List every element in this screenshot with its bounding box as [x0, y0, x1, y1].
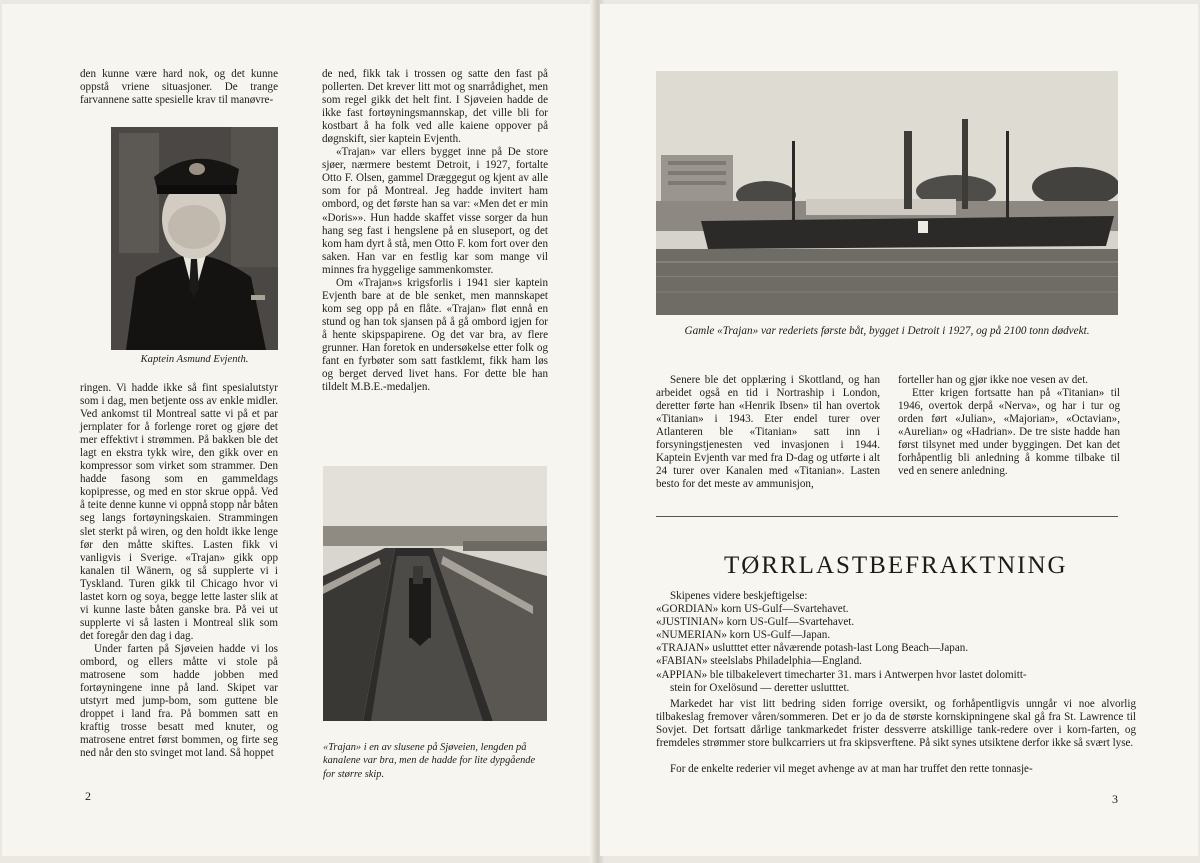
section-heading: TØRRLASTBEFRAKTNING: [724, 552, 1068, 579]
left-col2: [322, 68, 548, 394]
list-item-continued: stein for Oxelösund — deretter uslutttet.: [670, 681, 850, 694]
portrait-caption: Kaptein Asmund Evjenth.: [140, 354, 249, 365]
right-col2: [898, 374, 1120, 478]
canal-lock-image: [323, 466, 547, 721]
list-item: «FABIAN» steelslabs Philadelphia—England.: [656, 655, 862, 668]
ship-photo: [656, 71, 1118, 315]
right-col1: [656, 374, 880, 491]
list-intro: Skipenes videre beskjeftigelse:: [670, 590, 808, 602]
left-col1-paragraph: Under farten på Sjøveien hadde vi los ombord, og ellers måtte vi stole på matrosene som hadde jobben med fortøyningene inne på land. Skipet var utstyrt med jump-bom, som guttene ble droppet i land fra. På bommen satt en kraftig trosse besatt med knuter, og matrosene entret først bommen, og firte seg ned når den sto svinget mot land. Så hoppet: [80, 642, 278, 760]
left-col1-paragraph: ringen. Vi hadde ikke så fint spesialutstyr som i dag, men betjente oss av enkle midler. Ved ankomst til Montreal satte vi på et par jernplater for å forlenge roret og gjøre det mer effektivt i strømmen. På bakken ble det lagt en ekstra tykk wire, den gikk over en kompressor som virket som strammer. Den hadde fasong som en gammeldags kopipresse, og med en stor skrue oppå. Ved å teite denne kunne vi oppnå stopp når båten seg langs fortøyningskaien. Strammingen slet sterkt på wiren, og den holdt ikke lenge før den måtte skiftes. Lasten fikk vi vanligvis i Sverige. «Trajan» gikk opp kanalen til Wänern, og så supplerte vi i Tyskland. Turen gikk til Chicago hvor vi lastet korn og soya, begge lette laster slik at vi kunne laste båten ganske bra. På vei ut supplerte vi så lasten i Montreal slik som det foregår den dag i dag.: [80, 382, 278, 642]
left-col2-paragraph: de ned, fikk tak i trossen og satte den fast på pollerten. Det krever litt mot og snarrådighet, men som regel gikk det helt fint. I Sjøveien hadde de ikke fast fortøyningsmannskap, det ville bli for kostbart å ha folk ved alle kaiene oppover på døgnskift, sier kaptein Evjenth.: [322, 68, 548, 146]
list-item: «NUMERIAN» korn US-Gulf—Japan.: [656, 629, 831, 642]
right-page: [600, 4, 1198, 856]
canal-caption: «Trajan» i en av slusene på Sjøveien, lengden på kanalene var bra, men de hadde for lite dypgående for større skip.: [323, 742, 536, 780]
list-item: «GORDIAN» korn US-Gulf—Svartehavet.: [656, 603, 849, 616]
ship-caption: Gamle «Trajan» var rederiets første båt, bygget i Detroit i 1927, og på 2100 tonn dødvekt.: [684, 325, 1090, 337]
right-col2-paragraph: Etter krigen fortsatte han på «Titanian» til 1946, overtok derpå «Nerva», og har i tur og orden ført «Julian», «Majorian», «Octavian», «Aurelian» og «Hadrian». De tre siste hadde han først tilsynet med under byggingen. Det kan det forhåpentlig bli anledning å komme tilbake til ved en senere anledning.: [898, 387, 1120, 478]
left-col1-top-text: den kunne være hard nok, og det kunne oppstå vriene situasjoner. De trange farvannene satte spesielle krav til manøvre-: [80, 68, 278, 107]
left-col2-paragraph: Om «Trajan»s krigsforlis i 1941 sier kaptein Evjenth bare at de ble senket, men mannskapet kom seg opp på en flåte. «Trajan» fløt ennå en stund og han tok sjansen på å gå ombord igjen for å hente skipspapirene. Og det var bra, av flere grunner. Han foretok en undersøkelse etter folk og fant en fyrbøter som satt fastklemt, fikk ham løs og berget derved livet hans. For dette ble han tildelt M.B.E.-medaljen.: [322, 276, 548, 394]
captain-portrait-image: [111, 127, 278, 350]
captain-portrait-photo: [111, 127, 278, 350]
list-item: «APPIAN» ble tilbakelevert timecharter 31. mars i Antwerpen hvor lastet dolomitt-: [656, 668, 1027, 681]
ship-image: [656, 71, 1118, 315]
left-col1-bottom: [80, 382, 278, 760]
list-item: «TRAJAN» uslutttet etter nåværende potash-last Long Beach—Japan.: [656, 642, 969, 655]
left-col2-paragraph: «Trajan» var ellers bygget inne på De store sjøer, nærmere bestemt Detroit, i 1927, fortalte Otto F. Olsen, gammel Dræggegut og kjent av alle som for på Montreal. Jeg hadde invitert ham ombord, og det første han sa var: «Men det er min «Doris»». Hun hadde skaffet visse sorger da hun hang seg fast i hengslene på en sluseport, og det kom ham dyrt å stå, men Otto F. kom fort over den saken. Han var en festlig kar som mange vil minnes fra hyggelige sammenkomster.: [322, 146, 548, 276]
right-col1-text: Senere ble det opplæring i Skottland, og han arbeidet også en tid i Nortraship i London, deretter førte han «Henrik Ibsen» til han overtok «Titanian» i 1943. Eter endel turer over Atlanteren ble «Titanian» satt inn i forsyningstjenesten ved invasjonen i 1944. Kaptein Evjenth var med fra D-dag og utførte i alt 24 turer over Kanalen med «Titanian». Lasten besto for det meste av ammunisjon,: [656, 374, 880, 491]
ship-employment-list: [656, 590, 1136, 695]
market-paragraph-continued: For de enkelte rederier vil meget avhenge av at man har truffet den rette tonnasje-: [670, 763, 1033, 775]
section-divider: [656, 516, 1118, 517]
page-number-left: 2: [85, 789, 91, 803]
list-item: «JUSTINIAN» korn US-Gulf—Svartehavet.: [656, 616, 855, 629]
left-col1-top: [80, 68, 278, 107]
right-col2-paragraph: forteller han og gjør ikke noe vesen av det.: [898, 374, 1089, 386]
market-paragraph: Markedet har vist litt bedring siden forrige oversikt, og forhåpentligvis unngår vi noe alvorlig tilbakeslag fremover våren/sommeren. Det er jo da de største kornskipningene skal gå fra St. Lawrence til Sovjet. Det fortsatt dårlige tankmarkedet frister dessverre atskillige tank-redere over i korn-farten, og fremdeles strømmer store bulkcarriers ut fra skipsverftene. På sikt synes utsiktene derfor ikke så svært lyse.: [656, 698, 1136, 750]
left-page: [2, 4, 594, 856]
page-number-right: 3: [1112, 792, 1118, 806]
canal-lock-photo: [323, 466, 547, 721]
